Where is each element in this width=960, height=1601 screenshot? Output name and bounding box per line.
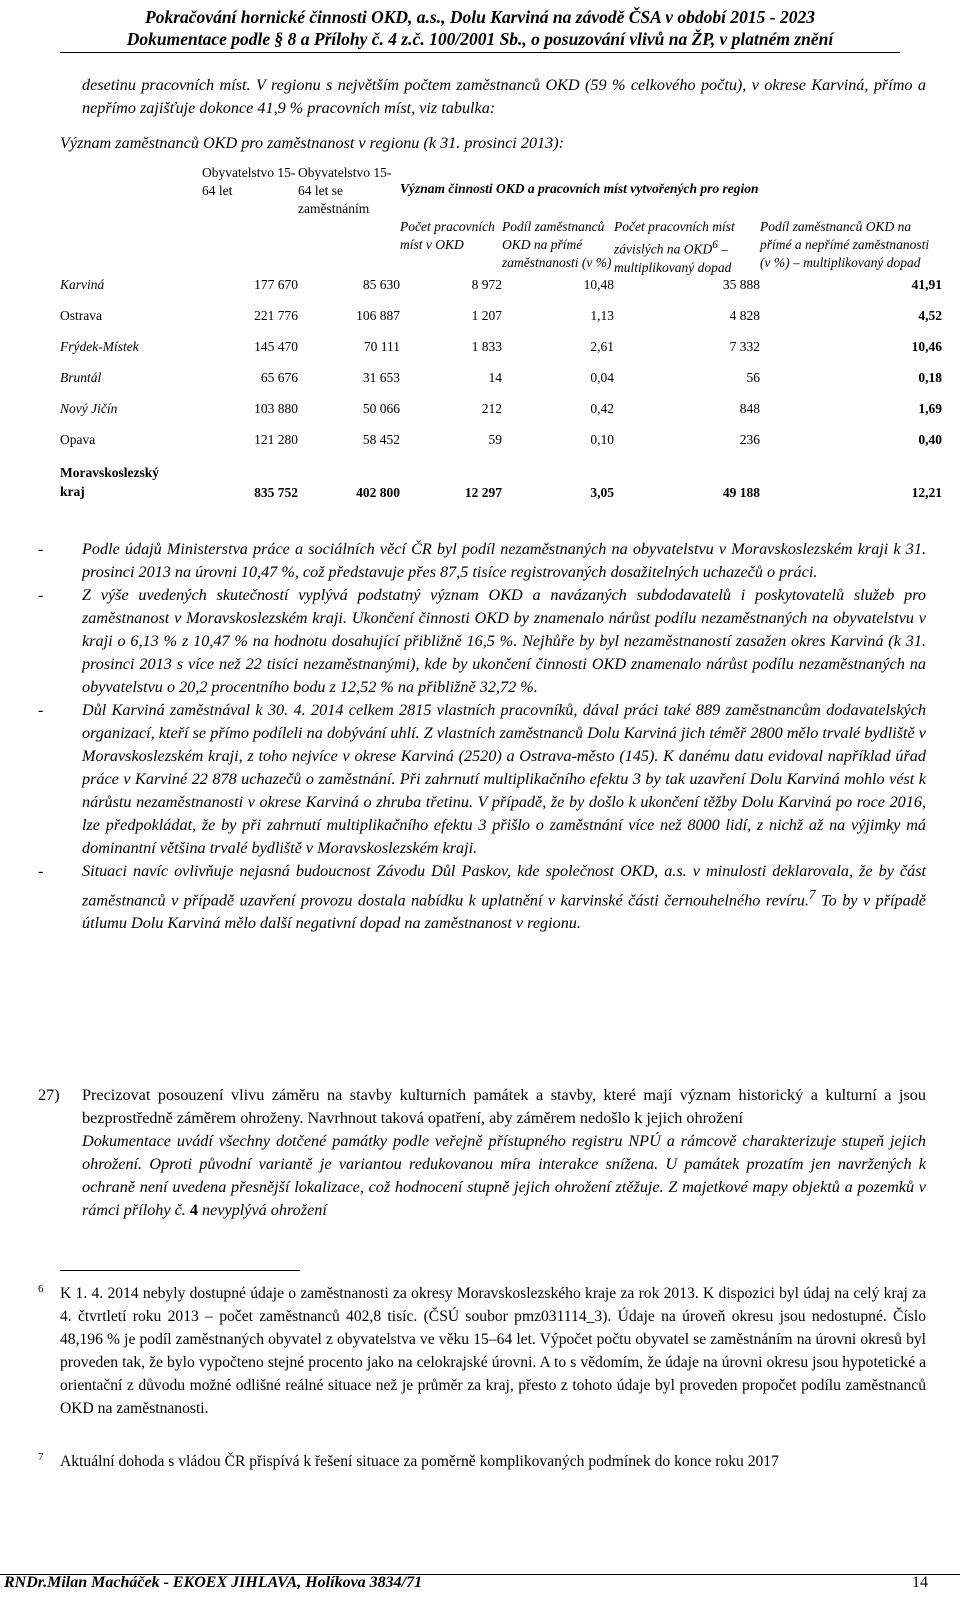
footnote-7 [38,1450,926,1473]
total-cell: 0,40 [918,431,942,447]
footnote-text: Aktuální dohoda s vládou ČR přispívá k řešení situace za poměrně komplikovaných podmínek do konce roku 2017 [60,1453,779,1470]
pop-cell: 221 776 [254,307,298,323]
total-cell: 4,52 [918,307,942,323]
emp-cell: 70 111 [363,338,400,354]
region-cell: Frýdek-Místek [60,338,139,354]
document-header [0,6,960,50]
okd-cell: 12 297 [464,484,502,500]
dep-cell: 49 188 [722,484,760,500]
page-number: 14 [912,1574,928,1591]
dep-cell: 4 828 [729,307,760,323]
share-cell: 10,48 [583,276,614,292]
header-employed-text: Obyvatelstvo 15-64 let se zaměstnáním [298,165,392,216]
header-line-2: Dokumentace podle § 8 a Přílohy č. 4 z.č. 100/2001 Sb., o posuzování vlivů na ŽP, v platném znění [126,29,834,49]
bullet-dash: - [38,701,44,719]
header-total-share: Podíl zaměstnanců OKD na přímé a nepřímé zaměstnanosti (v %) – multiplikovaný dopad [760,219,930,270]
region-cell: Ostrava [60,307,102,323]
footnote-divider [60,1270,300,1271]
footnote-text: K 1. 4. 2014 nebyly dostupné údaje o zaměstnanosti za okresy Moravskoslezského kraje za rok 2013. K dispozici byl údaj na celý kraj za 4. čtvrtletí roku 2013 – počet zaměstnanců 402,8 tisíc. (ČSÚ soubor pmz031114_3). Údaje na úroveň okresu jsou nedostupné. Číslo 48,196 % je podíl zaměstnaných obyvatel z obyvatelstva ve věku 15–64 let. Výpočet počtu obyvatel se zaměstnáním na úrovni okresů byl proveden tak, že bylo vypočteno stejné procento jako na celokrajské úrovni. A to s vědomím, že údaje na úrovni okresu jsou hypotetické a orientační z důvodu možné odlišné reálné situace než je průměr za kraj, přesto z tohoto údaje byl proveden propočet podílu zaměstnanců OKD na zaměstnanosti. [60,1285,926,1417]
bullet-dash: - [38,862,44,880]
pop-cell: 177 670 [254,276,298,292]
bullet-text-tail: To by v případě útlumu Dolu Karviná mělo další negativní dopad na zaměstnanost v regionu. [82,891,926,933]
section-body-text: Dokumentace uvádí všechny dotčené památky podle veřejně přístupného registru NPÚ a rámcově charakterizuje stupeň jejich ohrožení. Oproti původní variantě je variantou redukovanou míra interakce snížena. U památek prozatím jen navržených k ochraně není uvedena přesnější lokalizace, což hodnocení stupně jejich ohrožení ztěžuje. Z majetkové mapy objektů a pozemků v rámci přílohy č. [82,1132,926,1219]
section-number: 27) [38,1086,60,1104]
header-dependent-jobs [614,218,760,277]
region-cell: Opava [60,431,96,447]
emp-cell: 50 066 [362,400,400,416]
share-cell: 3,05 [590,484,614,500]
table-row [60,370,942,401]
total-cell: 1,69 [918,400,942,416]
section-27 [38,1084,926,1222]
total-cell: 41,91 [911,276,942,292]
header-employed [298,164,400,218]
table-row [60,339,942,370]
table-total-row [60,463,942,501]
total-region-line-1: Moravskoslezský [60,464,159,480]
pop-cell: 835 752 [254,484,298,500]
dep-cell: 56 [746,369,760,385]
header-dependent-label: Počet pracovních míst závislých na OKD [614,219,735,257]
footnote-ref-7: 7 [808,887,816,902]
region-cell: Nový Jičín [60,400,118,416]
region-cell: Bruntál [60,369,102,385]
pop-cell: 65 676 [260,369,298,385]
okd-cell: 1 833 [471,338,502,354]
table-row [60,308,942,339]
okd-cell: 59 [488,431,502,447]
okd-cell: 1 207 [471,307,502,323]
footnote-number: 7 [38,1451,44,1463]
emp-cell: 58 452 [362,431,400,447]
dep-cell: 7 332 [729,338,760,354]
list-item [38,860,926,935]
bullet-dash: - [38,586,44,604]
okd-cell: 14 [488,369,502,385]
bullet-text: Důl Karviná zaměstnával k 30. 4. 2014 celkem 2815 vlastních pracovníků, dával práci také 889 zaměstnancům dodavatelských organizací, kteří se přímo podíleli na dobývání uhlí. Z vlastních zaměstnanců Dolu Karviná jich téměř 2800 mělo trvalé bydliště v Moravskoslezském kraji, z toho nejvíce v okrese Karviná (2520) a Ostrava-město (145). K danému datu evidoval například úřad práce v Karviné 22 878 uchazečů o zaměstnání. Při zahrnutí multiplikačního efektu 3 by tak uzavření Dolu Karviná mohlo vést k nárůstu nezaměstnanosti v okrese Karviná o zhruba třetinu. V případě, že by došlo k ukončení těžby Dolu Karviná po roce 2016, lze předpokládat, že by při zahrnutí multiplikačního efektu 3 přišlo o zaměstnání více než 8000 lidí, z nichž až na výjimky má dominantní většina trvalé bydliště v Moravskoslezském kraji. [82,701,926,857]
emp-cell: 106 887 [356,307,400,323]
bullet-list [38,538,926,935]
pop-cell: 121 280 [254,431,298,447]
section-body-tail: nevyplývá ohrožení [198,1201,327,1219]
section-body [82,1130,926,1222]
header-divider [60,52,900,53]
header-okd-jobs: Počet pracovních míst v OKD [400,219,495,252]
table-caption: Význam zaměstnanců OKD pro zaměstnanost v regionu (k 31. prosinci 2013): [60,134,565,152]
share-cell: 0,04 [590,369,614,385]
header-group: Význam činnosti OKD a pracovních míst vytvořených pro region [400,181,759,196]
section-body-bold: 4 [189,1201,198,1219]
pop-cell: 103 880 [254,400,298,416]
table-row [60,432,942,463]
region-cell: Karviná [60,276,105,292]
total-cell: 12,21 [911,484,942,500]
share-cell: 0,10 [590,431,614,447]
header-dash: – [721,241,728,257]
footnote-number: 6 [38,1283,44,1295]
bullet-text: Z výše uvedených skutečností vyplývá podstatný význam OKD a navázaných subdodavatelů i poskytovatelů služeb pro zaměstnanost v Moravskoslezském kraji. Ukončení činnosti OKD by znamenalo nárůst podílu nezaměstnaných na obyvatelstvu v kraji o 6,13 % z 10,47 % na hodnotu dosahující přibližně 16,5 %. Nejhůře by byl nezaměstnaností zasažen okres Karviná (k 31. prosinci 2013 s více než 22 tisíci nezaměstnanými), kde by ukončení činnosti OKD znamenalo nárůst podílu nezaměstnaných na obyvatelstvu o 20,2 procentního bodu z 12,52 % na přibližně 32,72 %. [82,586,926,696]
total-cell: 0,18 [918,369,942,385]
header-multiplier: multiplikovaný dopad [614,259,732,275]
emp-cell: 85 630 [362,276,400,292]
share-cell: 1,13 [590,307,614,323]
emp-cell: 31 653 [362,369,400,385]
share-cell: 0,42 [590,400,614,416]
section-title: Precizovat posouzení vlivu záměru na stavby kulturních památek a stavby, které mají význam historický a kulturní a jsou bezprostředně záměrem ohroženy. Navrhnout taková opatření, aby záměrem nedošlo k jejich ohrožení [82,1086,926,1127]
employment-table [60,164,942,501]
pop-cell: 145 470 [254,338,298,354]
footnote-6 [38,1282,926,1420]
dep-cell: 848 [739,400,760,416]
dep-cell: 35 888 [722,276,760,292]
bullet-dash: - [38,540,44,558]
total-cell: 10,46 [911,338,942,354]
list-item [38,699,926,860]
footnote-ref-6: 6 [712,239,718,251]
intro-paragraph: desetinu pracovních míst. V regionu s největším počtem zaměstnanců OKD (59 % celkového počtu), v okrese Karviná, přímo a nepřímo zajišťuje dokonce 41,9 % pracovních míst, viz tabulka: [82,76,926,117]
bullet-text: Podle údajů Ministerstva práce a sociálních věcí ČR byl podíl nezaměstnaných na obyvatelstvu v Moravskoslezském kraji k 31. prosinci 2013 na úrovni 10,47 %, což představuje přes 87,5 tisíce registrovaných dosažitelných uchazečů o práci. [82,540,926,581]
table-row [60,401,942,432]
bullet-text: Situaci navíc ovlivňuje nejasná budoucnost Závodu Důl Paskov, kde společnost OKD, a.s. v minulosti deklarovala, že by část zaměstnanců v případě uzavření provozu dostala nabídku k uplatnění v karvinské části černouhelného revíru. [82,862,926,910]
total-region-line-2: kraj [60,483,85,499]
list-item [38,584,926,699]
total-region-cell [60,463,202,501]
emp-cell: 402 800 [356,484,400,500]
table-row [60,277,942,308]
list-item [38,538,926,584]
header-okd-share: Podíl zaměstnanců OKD na přímé zaměstnanosti (v %) [502,219,612,270]
header-line-1: Pokračování hornické činnosti OKD, a.s., Dolu Karviná na závodě ČSA v období 2015 - 2023 [145,7,815,27]
dep-cell: 236 [739,431,760,447]
header-population: Obyvatelstvo 15-64 let [202,165,296,198]
okd-cell: 212 [481,400,502,416]
share-cell: 2,61 [590,338,614,354]
footer-author: RNDr.Milan Macháček - EKOEX JIHLAVA, Holíkova 3834/71 [4,1574,423,1591]
okd-cell: 8 972 [471,276,502,292]
